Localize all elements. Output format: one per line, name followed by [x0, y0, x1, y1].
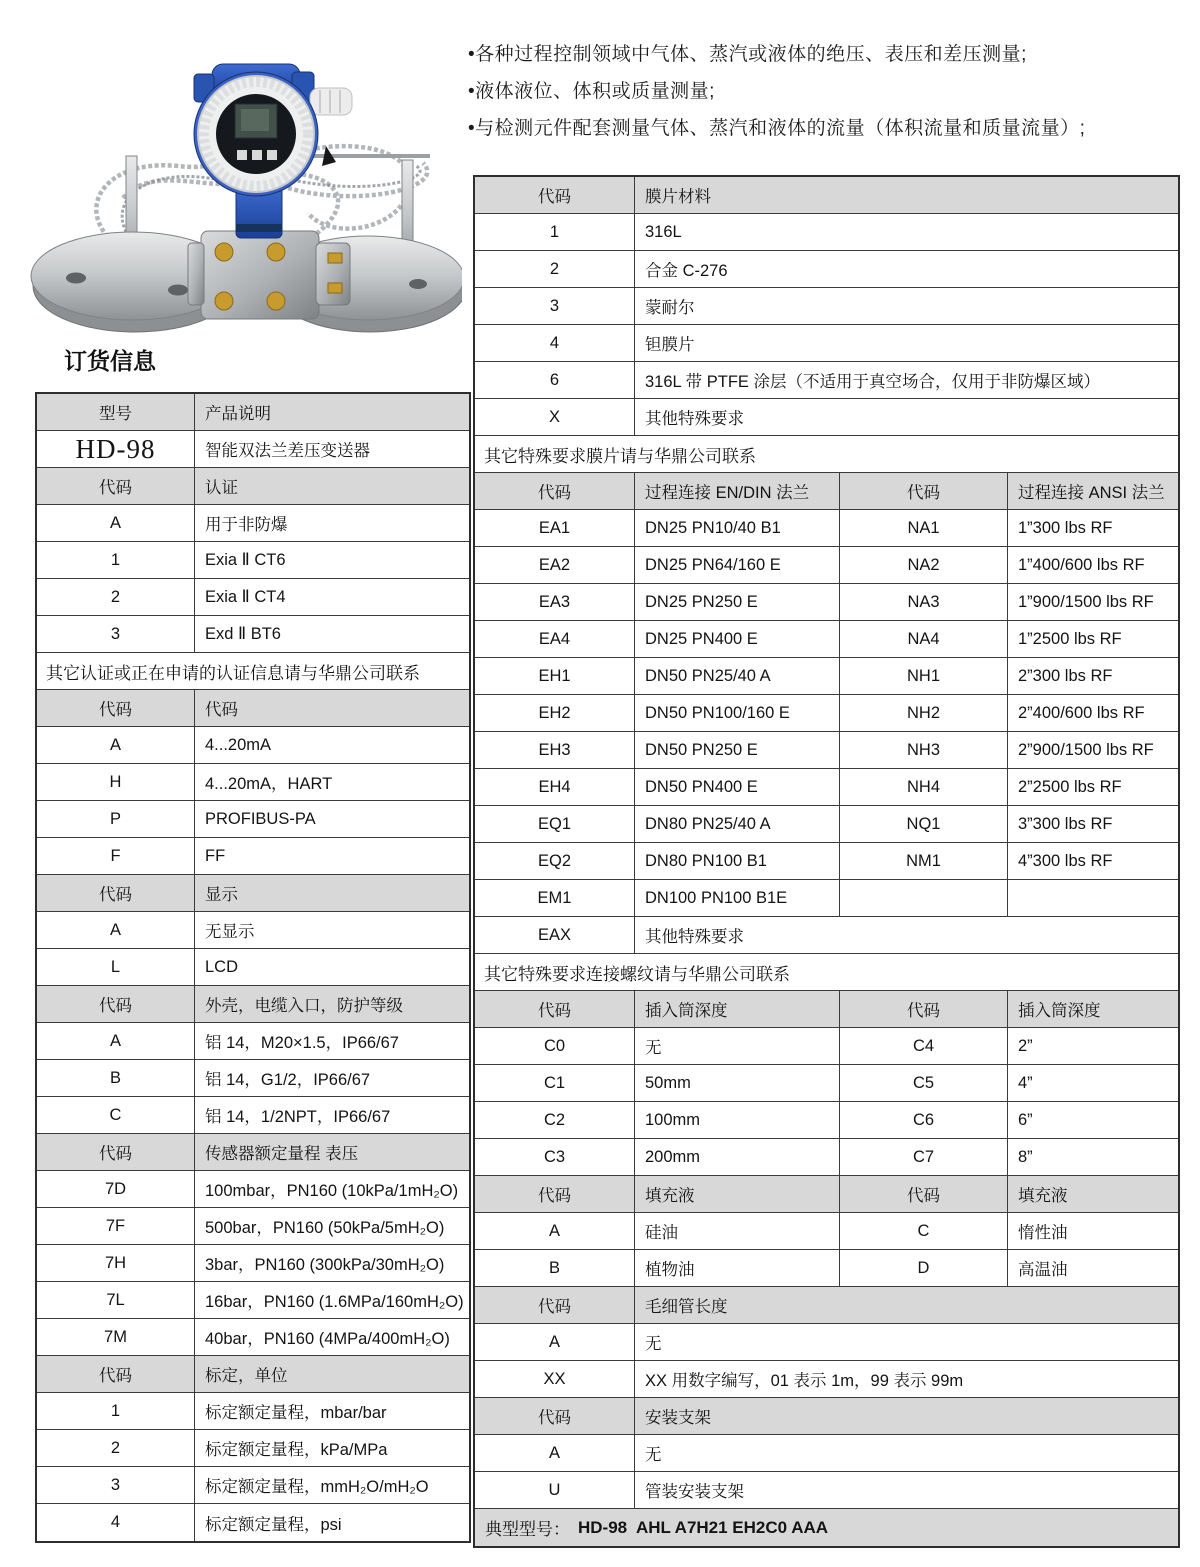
code-cell: B	[475, 1250, 635, 1286]
table-row	[475, 880, 1178, 917]
code-cell: 2	[37, 579, 195, 615]
desc-cell: 316L 带 PTFE 涂层（不适用于真空场合，仅用于非防爆区域）	[645, 373, 1101, 391]
table-row	[475, 1065, 1178, 1102]
desc-cell: DN100 PN100 B1E	[635, 880, 840, 916]
header-code-cell: 代码	[37, 690, 195, 726]
note-cell: 其它认证或正在申请的认证信息请与华鼎公司联系	[46, 663, 420, 683]
desc-cell: 316L	[645, 222, 682, 241]
header-desc-cell: 认证	[205, 479, 238, 497]
desc-cell: 标定额定量程，mmH₂O/mH₂O	[205, 1478, 429, 1496]
header-desc-cell: 安装支架	[645, 1409, 711, 1427]
code-cell: EQ1	[475, 806, 635, 842]
desc-cell: Exd Ⅱ BT6	[205, 625, 281, 643]
table-row	[37, 727, 469, 764]
table-row	[475, 1028, 1178, 1065]
header-code-cell: 型号	[37, 394, 195, 430]
code-cell: NM1	[840, 843, 1008, 879]
header-row	[37, 875, 469, 912]
header-code-cell: 代码	[475, 1287, 635, 1323]
table-row	[37, 1097, 469, 1134]
desc-cell: 铝 14，G1/2，IP66/67	[205, 1071, 371, 1089]
table-row	[37, 579, 469, 616]
header-desc-cell: 过程连接 EN/DIN 法兰	[635, 473, 840, 509]
header-code-cell: 代码	[475, 177, 635, 213]
code-cell: NH1	[840, 658, 1008, 694]
header-row	[475, 1176, 1178, 1213]
header-code-cell: 代码	[840, 991, 1008, 1027]
code-cell: NA2	[840, 547, 1008, 583]
desc-cell: 1”900/1500 lbs RF	[1018, 592, 1154, 611]
table-row	[475, 1435, 1178, 1472]
code-cell: A	[37, 1023, 195, 1059]
typical-model-label: 典型型号：	[485, 1520, 570, 1539]
button-icon	[252, 150, 262, 160]
table-row	[475, 214, 1178, 251]
desc-cell: 200mm	[635, 1139, 840, 1175]
desc-cell: DN50 PN400 E	[635, 769, 840, 805]
table-row	[37, 1467, 469, 1504]
desc-cell: 4...20mA，HART	[205, 775, 333, 793]
desc-cell: 智能双法兰差压变送器	[205, 442, 370, 460]
code-cell: 1	[475, 214, 635, 250]
code-cell: C2	[475, 1102, 635, 1138]
table-row	[475, 584, 1178, 621]
header-code-cell: 代码	[37, 1356, 195, 1392]
ordering-table-right	[473, 175, 1180, 1548]
desc-cell: 无显示	[205, 923, 255, 941]
code-cell: EM1	[475, 880, 635, 916]
desc-cell: Exia Ⅱ CT6	[205, 551, 286, 569]
bolt-icon	[267, 292, 285, 310]
desc-cell: 其他特殊要求	[645, 410, 744, 428]
intro-list	[468, 36, 1184, 147]
code-cell: 1	[37, 542, 195, 578]
header-desc-cell: 代码	[205, 701, 238, 719]
code-cell: HD-98	[37, 431, 195, 467]
code-cell: EQ2	[475, 843, 635, 879]
note-cell: 其它特殊要求膜片请与华鼎公司联系	[484, 446, 756, 466]
code-cell: EA3	[475, 584, 635, 620]
desc-cell: 标定额定量程，kPa/MPa	[205, 1441, 388, 1459]
code-cell: 7L	[37, 1282, 195, 1318]
code-cell: EH2	[475, 695, 635, 731]
bolt-icon	[215, 292, 233, 310]
code-cell: A	[37, 912, 195, 948]
table-row	[475, 1324, 1178, 1361]
intro-bullet: •液体液位、体积或质量测量;	[468, 81, 715, 102]
desc-cell: 硅油	[635, 1213, 840, 1249]
table-row	[475, 510, 1178, 547]
table-row	[37, 1208, 469, 1245]
desc-cell: 6”	[1018, 1110, 1033, 1129]
table-row	[475, 325, 1178, 362]
header-code-cell: 代码	[475, 991, 635, 1027]
code-cell: 3	[37, 616, 195, 652]
header-desc-cell: 插入筒深度	[635, 991, 840, 1027]
code-cell: 4	[475, 325, 635, 361]
code-cell: C	[37, 1097, 195, 1133]
header-code-cell: 代码	[37, 986, 195, 1022]
header-code-cell: 代码	[840, 473, 1008, 509]
desc-cell: DN50 PN25/40 A	[635, 658, 840, 694]
code-cell: 1	[37, 1393, 195, 1429]
table-row	[37, 542, 469, 579]
desc-cell: 标定额定量程，mbar/bar	[205, 1404, 387, 1422]
table-row	[475, 547, 1178, 584]
desc-cell: 4”	[1018, 1073, 1033, 1092]
table-row	[37, 1282, 469, 1319]
table-row	[37, 949, 469, 986]
desc-cell: 3bar，PN160 (300kPa/30mH₂O)	[205, 1256, 445, 1274]
header-row	[37, 1134, 469, 1171]
code-cell: NA1	[840, 510, 1008, 546]
table-row	[475, 1361, 1178, 1398]
header-row	[475, 1509, 1178, 1546]
code-cell: C	[840, 1213, 1008, 1249]
header-desc-cell: 传感器额定量程 表压	[205, 1145, 359, 1163]
code-cell: NH4	[840, 769, 1008, 805]
table-row	[37, 431, 469, 468]
table-row	[475, 288, 1178, 325]
product-photo	[28, 38, 462, 336]
table-row	[37, 1060, 469, 1097]
header-desc-cell: 插入筒深度	[1018, 1002, 1101, 1020]
code-cell: 2	[475, 251, 635, 287]
code-cell: C1	[475, 1065, 635, 1101]
code-cell: C6	[840, 1102, 1008, 1138]
header-code-cell: 代码	[37, 875, 195, 911]
code-cell: X	[475, 399, 635, 435]
button-icon	[237, 150, 247, 160]
table-row	[37, 1430, 469, 1467]
desc-cell: DN25 PN10/40 B1	[635, 510, 840, 546]
desc-cell: DN50 PN250 E	[635, 732, 840, 768]
desc-cell: 合金 C-276	[645, 262, 728, 280]
desc-cell: 2”2500 lbs RF	[1018, 777, 1122, 796]
code-cell: 6	[475, 362, 635, 398]
code-cell: A	[475, 1324, 635, 1360]
desc-cell: 2”400/600 lbs RF	[1018, 703, 1145, 722]
transmitter-head	[194, 64, 352, 196]
desc-cell: 1”300 lbs RF	[1018, 518, 1113, 537]
transmitter-illustration	[28, 38, 462, 336]
table-row	[37, 1245, 469, 1282]
code-cell: L	[37, 949, 195, 985]
code-cell: U	[475, 1472, 635, 1508]
code-cell: C4	[840, 1028, 1008, 1064]
header-desc-cell: 填充液	[635, 1176, 840, 1212]
code-cell: 3	[475, 288, 635, 324]
header-desc-cell: 过程连接 ANSI 法兰	[1018, 484, 1165, 502]
desc-cell: 铝 14，1/2NPT，IP66/67	[205, 1108, 391, 1126]
bolt-icon	[267, 243, 285, 261]
table-row	[37, 1171, 469, 1208]
desc-cell: 1”400/600 lbs RF	[1018, 555, 1145, 574]
code-cell: NA4	[840, 621, 1008, 657]
section-title: 订货信息	[64, 348, 156, 374]
header-row	[37, 468, 469, 505]
code-cell: 3	[37, 1467, 195, 1503]
desc-cell: DN50 PN100/160 E	[635, 695, 840, 731]
code-cell: D	[840, 1250, 1008, 1286]
code-cell: A	[475, 1435, 635, 1471]
table-row	[475, 806, 1178, 843]
desc-cell: 4”300 lbs RF	[1018, 851, 1113, 870]
desc-cell: DN80 PN100 B1	[635, 843, 840, 879]
desc-cell: 100mm	[635, 1102, 840, 1138]
table-row	[475, 917, 1178, 954]
code-cell: C3	[475, 1139, 635, 1175]
desc-cell: 50mm	[635, 1065, 840, 1101]
desc-cell: DN25 PN64/160 E	[635, 547, 840, 583]
header-code-cell: 代码	[840, 1176, 1008, 1212]
desc-cell: PROFIBUS-PA	[205, 809, 316, 828]
table-row	[37, 505, 469, 542]
ordering-table-left	[35, 392, 471, 1543]
header-row	[475, 991, 1178, 1028]
desc-cell: XX 用数字编写，01 表示 1m，99 表示 99m	[645, 1372, 964, 1390]
desc-cell: 管装安装支架	[645, 1483, 744, 1501]
table-row	[37, 912, 469, 949]
header-row	[37, 986, 469, 1023]
code-cell: NH2	[840, 695, 1008, 731]
table-row	[475, 1250, 1178, 1287]
table-row	[475, 843, 1178, 880]
code-cell: EH4	[475, 769, 635, 805]
table-row	[37, 764, 469, 801]
code-cell: XX	[475, 1361, 635, 1397]
table-row	[475, 1213, 1178, 1250]
desc-cell: 植物油	[635, 1250, 840, 1286]
header-desc-cell: 膜片材料	[645, 188, 711, 206]
desc-cell: 4...20mA	[205, 735, 272, 754]
code-cell: F	[37, 838, 195, 874]
table-row	[475, 1139, 1178, 1176]
typical-model-value: HD-98 AHL A7H21 EH2C0 AAA	[578, 1517, 829, 1537]
typical-model-cell	[475, 1509, 1178, 1546]
header-code-cell: 代码	[475, 473, 635, 509]
header-code-cell: 代码	[475, 1176, 635, 1212]
desc-cell: 标定额定量程，psi	[205, 1515, 342, 1534]
header-desc-cell: 产品说明	[205, 405, 271, 423]
desc-cell: DN25 PN400 E	[635, 621, 840, 657]
desc-cell: 惰性油	[1018, 1224, 1068, 1242]
code-cell: 4	[37, 1504, 195, 1541]
table-row	[475, 1102, 1178, 1139]
code-cell: NQ1	[840, 806, 1008, 842]
header-row	[475, 1287, 1178, 1324]
desc-cell: 2”300 lbs RF	[1018, 666, 1113, 685]
code-cell: 7H	[37, 1245, 195, 1281]
code-cell: 7M	[37, 1319, 195, 1355]
desc-cell: 其他特殊要求	[645, 928, 744, 946]
intro-bullet: •各种过程控制领域中气体、蒸汽或液体的绝压、表压和差压测量;	[468, 44, 1027, 65]
code-cell: NA3	[840, 584, 1008, 620]
code-cell: EH3	[475, 732, 635, 768]
header-desc-cell: 毛细管长度	[645, 1298, 728, 1316]
header-code-cell: 代码	[37, 1134, 195, 1170]
desc-cell: 无	[645, 1446, 662, 1464]
code-cell: EAX	[475, 917, 635, 953]
table-row	[475, 732, 1178, 769]
table-row	[37, 838, 469, 875]
code-cell: EA4	[475, 621, 635, 657]
table-row	[475, 769, 1178, 806]
code-cell: A	[37, 505, 195, 541]
header-row	[37, 394, 469, 431]
bolt-icon	[328, 253, 342, 263]
header-row	[475, 1398, 1178, 1435]
header-row	[37, 690, 469, 727]
table-row	[37, 1023, 469, 1060]
desc-cell: 16bar，PN160 (1.6MPa/160mH₂O)	[205, 1293, 464, 1311]
code-cell: 7F	[37, 1208, 195, 1244]
intro-bullet: •与检测元件配套测量气体、蒸汽和液体的流量（体积流量和质量流量）;	[468, 118, 1086, 139]
desc-cell: 用于非防爆	[205, 516, 288, 534]
desc-cell: 铝 14，M20×1.5，IP66/67	[205, 1034, 399, 1052]
code-cell: EA2	[475, 547, 635, 583]
bolt-icon	[328, 283, 342, 293]
header-code-cell: 代码	[475, 1398, 635, 1434]
desc-cell: 100mbar，PN160 (10kPa/1mH₂O)	[205, 1182, 459, 1200]
code-cell: C0	[475, 1028, 635, 1064]
table-row	[475, 362, 1178, 399]
note-cell: 其它特殊要求连接螺纹请与华鼎公司联系	[484, 964, 790, 984]
code-cell: C7	[840, 1139, 1008, 1175]
desc-cell: 无	[645, 1335, 662, 1353]
header-desc-cell: 显示	[205, 886, 238, 904]
desc-cell: DN80 PN25/40 A	[635, 806, 840, 842]
table-row	[475, 658, 1178, 695]
desc-cell: 2”	[1018, 1036, 1033, 1055]
desc-cell: 无	[635, 1028, 840, 1064]
desc-cell: FF	[205, 846, 226, 865]
code-cell: 7D	[37, 1171, 195, 1207]
span-row	[37, 653, 469, 690]
code-cell: EA1	[475, 510, 635, 546]
button-icon	[267, 150, 277, 160]
table-row	[475, 695, 1178, 732]
code-cell: A	[475, 1213, 635, 1249]
span-row	[475, 954, 1178, 991]
header-desc-cell: 外壳，电缆入口，防护等级	[205, 997, 403, 1015]
code-cell: H	[37, 764, 195, 800]
desc-cell: 3”300 lbs RF	[1018, 814, 1113, 833]
desc-cell: 40bar，PN160 (4MPa/400mH₂O)	[205, 1330, 450, 1348]
code-cell: 2	[37, 1430, 195, 1466]
table-row	[475, 621, 1178, 658]
desc-cell: 蒙耐尔	[645, 299, 695, 317]
table-row	[37, 1319, 469, 1356]
desc-cell: Exia Ⅱ CT4	[205, 588, 286, 606]
header-row	[475, 177, 1178, 214]
header-row	[475, 473, 1178, 510]
desc-cell: 8”	[1018, 1147, 1033, 1166]
desc-cell: 500bar，PN160 (50kPa/5mH₂O)	[205, 1219, 445, 1237]
code-cell: A	[37, 727, 195, 763]
desc-cell: 2”900/1500 lbs RF	[1018, 740, 1154, 759]
header-desc-cell: 填充液	[1018, 1187, 1068, 1205]
desc-cell	[1008, 880, 1178, 916]
header-code-cell: 代码	[37, 468, 195, 504]
table-row	[475, 399, 1178, 436]
desc-cell: 钽膜片	[645, 336, 695, 354]
code-cell: C5	[840, 1065, 1008, 1101]
table-row	[37, 616, 469, 653]
header-desc-cell: 标定，单位	[205, 1367, 288, 1385]
desc-cell: LCD	[205, 957, 239, 976]
table-row	[475, 1472, 1178, 1509]
table-row	[37, 1393, 469, 1430]
table-row	[37, 801, 469, 838]
code-cell	[840, 880, 1008, 916]
span-row	[475, 436, 1178, 473]
table-row	[37, 1504, 469, 1541]
header-row	[37, 1356, 469, 1393]
desc-cell: 1”2500 lbs RF	[1018, 629, 1122, 648]
bolt-icon	[215, 243, 233, 261]
code-cell: P	[37, 801, 195, 837]
table-row	[475, 251, 1178, 288]
code-cell: EH1	[475, 658, 635, 694]
code-cell: B	[37, 1060, 195, 1096]
desc-cell: 高温油	[1018, 1261, 1068, 1279]
desc-cell: DN25 PN250 E	[635, 584, 840, 620]
code-cell: NH3	[840, 732, 1008, 768]
